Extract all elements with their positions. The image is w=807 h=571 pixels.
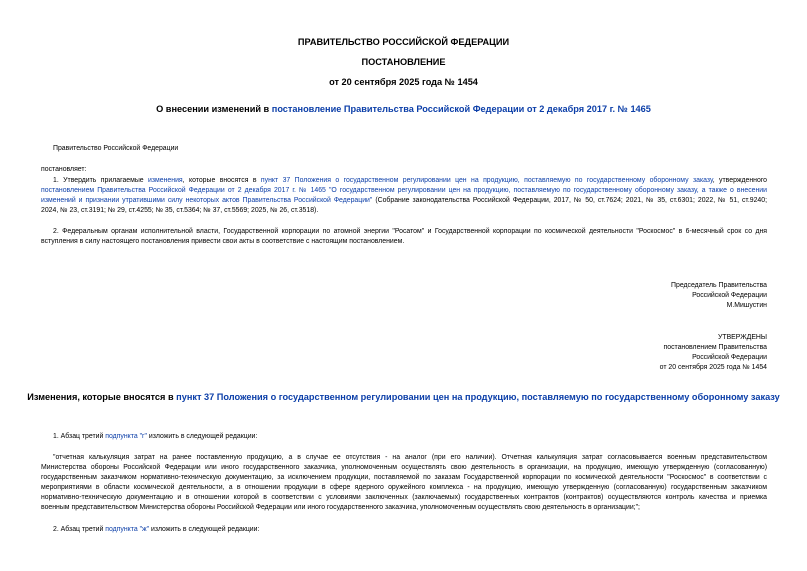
approved-country: Российской Федерации [692,354,767,361]
paragraph-2 [41,227,767,247]
change-item-2-text-b: изложить в следующей редакции: [149,526,260,533]
intro-text: Правительство Российской Федерации [53,145,179,152]
quote-line-1: "отчетная калькуляция затрат на ранее поставленную продукцию, а в случае ее отсутствия - на аналог (при его наличии). Отчетная калькуляция затрат согласовывается военным представительством [53,454,767,461]
paragraph-2-line-2: вступления в силу настоящего постановления привести свои акты в соответствие с настоящим постановлением. [41,238,405,245]
quote-line-3: государственным заказчиком нормативно-техническую документацию, за исключением продукции, поставляемой по заказам Государственной корпорации по космической деятельности "Роскосмос" в соответствии с [41,474,767,481]
signature-name: М.Мишустин [726,302,767,309]
link-decree-title-cont[interactable]: изменений и признании утратившими силу некоторых актов Правительства Российской Федерации" [41,197,373,204]
document-title-prefix: О внесении изменений в [156,104,272,114]
government-name: ПРАВИТЕЛЬСТВО РОССИЙСКОЙ ФЕДЕРАЦИИ [297,37,510,47]
change-item-1-text-b: изложить в следующей редакции: [147,433,258,440]
quote-line-4: мероприятиями в области космической деятельности, а в отношении продукции в сфере ядерного оружейного комплекса - на продукцию, имеющую утвержденную (согласованную) государственным заказчиком [41,484,767,491]
paragraph-2-line-1: 2. Федеральным органам исполнительной власти, Государственной корпорации по атомной энергии "Росатом" и Государственной корпорации по космической деятельности "Роскосмос" в 6-месячный срок со дня [53,228,767,235]
approved-date: от 20 сентября 2025 года № 1454 [659,364,767,371]
signature-position: Председатель Правительства [671,282,767,289]
approved-heading: УТВЕРЖДЕНЫ [718,334,767,341]
quote-line-6: военным представительством Министерства обороны Российской Федерации или иного государственного заказчика, уполномоченным осуществлять свою деятельность в организации;"; [41,504,640,511]
link-decree-title[interactable]: "О государственном регулировании цен на продукцию, поставляемую по государственному оборонному заказу, а также о внесении [325,187,767,194]
decrees-text: постановляет: [41,166,87,173]
quote-block [41,453,767,513]
signature-country: Российской Федерации [692,292,767,299]
document-title [0,104,807,114]
approved-by: постановлением Правительства [663,344,767,351]
document-type: ПОСТАНОВЛЕНИЕ [361,57,446,67]
link-subparagraph-zh[interactable]: подпункта "ж" [105,526,150,533]
change-item-1-text-a: 1. Абзац третий [53,433,106,440]
link-changes[interactable]: изменения [148,177,183,184]
p1-text-e: , утвержденного [712,177,768,184]
document-date: от 20 сентября 2025 года № 1454 [329,77,478,87]
p1-text-a: 1. Утвердить прилагаемые [53,177,149,184]
paragraph-1-line-1 [41,176,767,186]
change-item-1 [53,432,257,442]
link-paragraph-37[interactable]: пункт 37 Положения о государственном регулировании цен на продукцию, поставляемую по государственному оборонному заказу [260,177,713,184]
changes-title [0,392,807,402]
change-item-2-text-a: 2. Абзац третий [53,526,106,533]
change-item-2 [53,525,259,535]
paragraph-1-line-3 [41,196,767,206]
p1-text-c: , которые вносятся в [182,177,261,184]
link-subparagraph-g[interactable]: подпункта "г" [105,433,148,440]
changes-title-link[interactable]: пункт 37 Положения о государственном регулировании цен на продукцию, поставляемую по государственному оборонному заказу [176,392,780,402]
p1-text-i: (Собрание законодательства Российской Федерации, 2017, № 50, ст.7624; 2021, № 35, ст.6301; 2022, № 51, ст.9240; [372,197,767,204]
paragraph-1-line-2 [41,186,767,196]
quote-line-5: нормативно-техническую документацию и в отношении которой в соответствии с условиями заключенных (заключаемых) государственных контрактов (контрактов) осуществляются контроль качества и приемка [41,494,767,501]
link-decree-1465[interactable]: постановлением Правительства Российской Федерации от 2 декабря 2017 г. № 1465 [41,187,326,194]
paragraph-1 [41,176,767,216]
document-title-link[interactable]: постановление Правительства Российской Федерации от 2 декабря 2017 г. № 1465 [271,104,651,114]
changes-title-prefix: Изменения, которые вносятся в [27,392,177,402]
paragraph-1-line-4: 2024, № 23, ст.3191; № 29, ст.4255; № 35, ст.5364; № 37, ст.5569; 2025, № 26, ст.3518). [41,207,319,214]
quote-line-2: Министерства обороны Российской Федерации или иного государственного заказчика, уполномоченным осуществлять свою деятельность в организации, на продукцию, имеющую утвержденную (согласованную) [41,464,767,471]
